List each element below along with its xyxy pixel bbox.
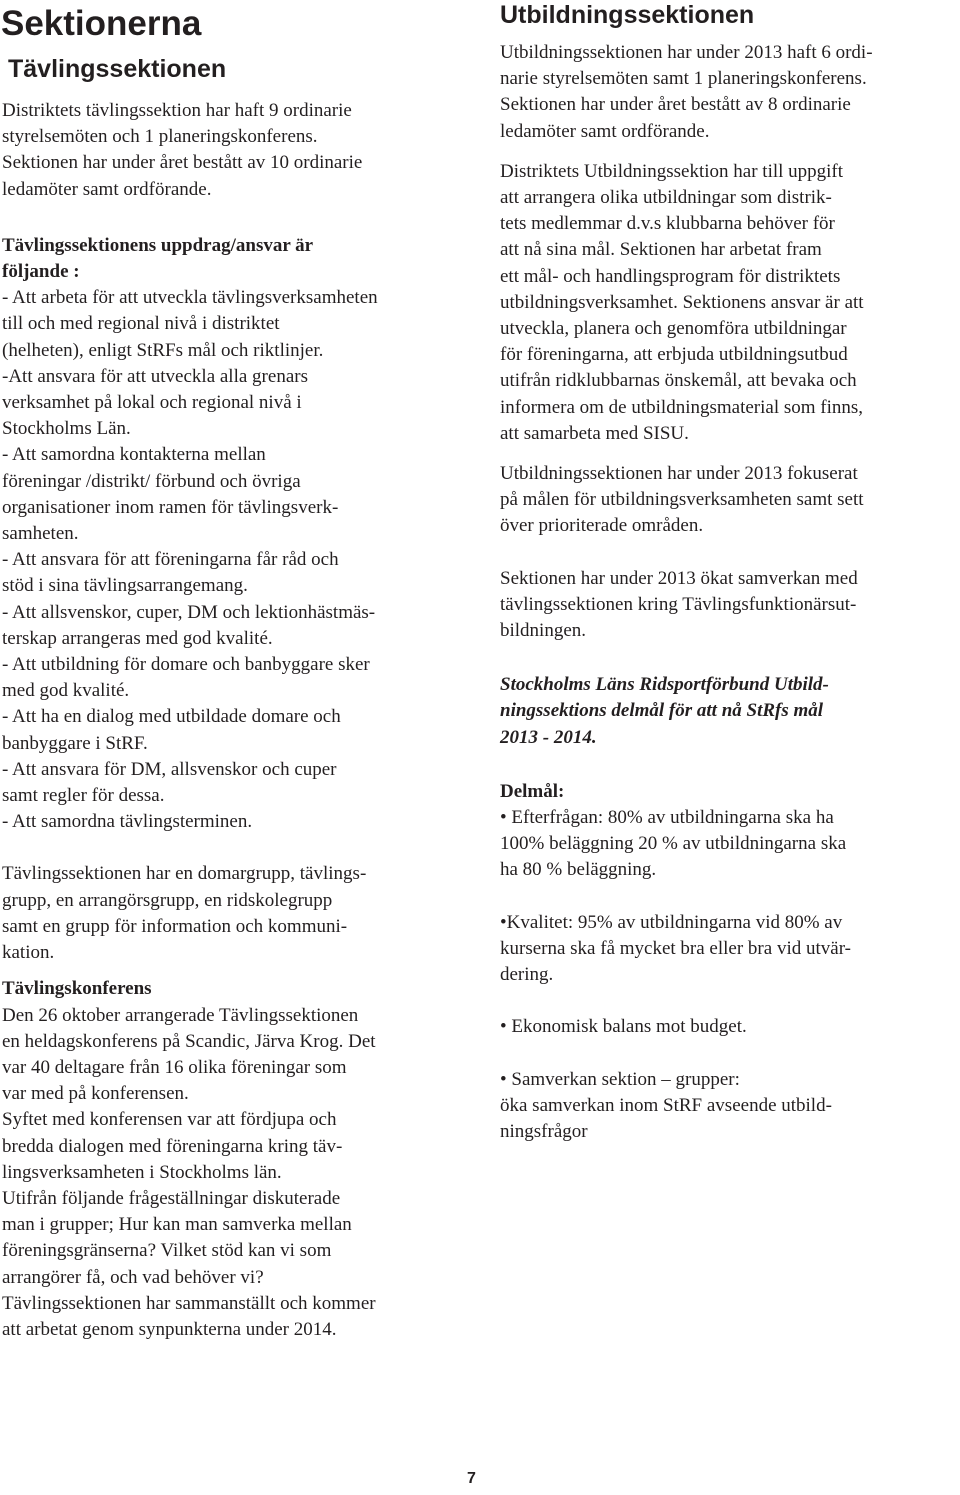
goal-bullet-3 — [500, 1014, 960, 1040]
text-line: Utbildningssektionen har under 2013 fokuserat — [500, 463, 858, 485]
assignment-list — [2, 285, 457, 835]
text-line: öka samverkan inom StRF avseende utbild- — [500, 1094, 832, 1116]
text-line: samt regler för dessa. — [2, 785, 165, 807]
text-line: Tävlingssektionen har en domargrupp, tävlings- — [2, 863, 367, 885]
text-line: Utifrån följande frågeställningar diskuterade — [2, 1187, 341, 1209]
goal-bullet-4 — [500, 1067, 960, 1146]
text-line: • Samverkan sektion – grupper: — [500, 1068, 740, 1090]
text-line: att nå sina mål. Sektionen har arbetat fram — [500, 239, 822, 261]
delmal-label: Delmål: — [500, 780, 565, 802]
text-line: till och med regional nivå i distriktet — [2, 313, 280, 335]
text-line: -Att ansvara för att utveckla alla grenars — [2, 365, 308, 387]
text-line: bredda dialogen med föreningarna kring täv- — [2, 1135, 343, 1157]
text-line: grupp, en arrangörsgrupp, en ridskolegrupp — [2, 889, 333, 911]
text-line: - Att ha en dialog med utbildade domare och — [2, 706, 341, 728]
text-line: var 40 deltagare från 16 olika föreningar som — [2, 1056, 347, 1078]
tavling-intro — [2, 98, 457, 203]
text-line: utbildningsverksamhet. Sektionens ansvar är att — [500, 291, 864, 313]
text-line: styrelsemöten och 1 planeringskonferens. — [2, 126, 318, 148]
text-line: dering. — [500, 964, 554, 986]
page-title: Sektionerna — [1, 4, 202, 43]
text-line: att arrangera olika utbildningar som distrik- — [500, 187, 832, 209]
goals-heading — [500, 672, 960, 751]
text-line: ledamöter samt ordförande. — [2, 178, 212, 200]
text-line: - Att utbildning för domare och banbyggare sker — [2, 654, 370, 676]
utb-paragraph-1 — [500, 40, 960, 145]
page-number: 7 — [467, 1470, 476, 1487]
text-line: kation. — [2, 942, 55, 964]
text-line: på målen för utbildningsverksamheten samt sett — [500, 489, 864, 511]
text-line: banbyggare i StRF. — [2, 732, 148, 754]
text-line: ha 80 % beläggning. — [500, 859, 657, 881]
right-column — [500, 0, 960, 1145]
text-line: Tävlingssektionens uppdrag/ansvar är — [2, 234, 314, 256]
text-line: med god kvalité. — [2, 680, 130, 702]
text-line: följande : — [2, 261, 80, 283]
goal-bullet-2 — [500, 910, 960, 989]
text-line: Stockholms Län. — [2, 418, 131, 440]
text-line: • Efterfrågan: 80% av utbildningarna ska ha — [500, 807, 834, 829]
text-line: utveckla, planera och genomföra utbildningar — [500, 318, 847, 340]
text-line: - Att allsvenskor, cuper, DM och lektionhästmäs- — [2, 601, 376, 623]
conference-heading: Tävlingskonferens — [2, 978, 152, 1000]
text-line: ett mål- och handlingsprogram för distriktets — [500, 265, 841, 287]
text-line: föreningar /distrikt/ förbund och övriga — [2, 470, 301, 492]
text-line: var med på konferensen. — [2, 1083, 189, 1105]
text-line: Sektionen har under 2013 ökat samverkan med — [500, 567, 858, 589]
text-line: (helheten), enligt StRFs mål och riktlinjer. — [2, 339, 324, 361]
groups-paragraph — [2, 861, 457, 966]
text-line: Distriktets tävlingssektion har haft 9 ordinarie — [2, 100, 352, 121]
text-line: en heldagskonferens på Scandic, Järva Krog. Det — [2, 1030, 376, 1052]
utb-paragraph-3 — [500, 461, 960, 540]
text-line: samheten. — [2, 523, 79, 545]
text-line: Utbildningssektionen har under 2013 haft 6 ordi- — [500, 42, 873, 63]
text-line: föreningsgränserna? Vilket stöd kan vi som — [2, 1240, 332, 1262]
goal-bullet-1 — [500, 805, 960, 884]
text-line: kurserna ska få mycket bra eller bra vid utvär- — [500, 937, 851, 959]
text-line: informera om de utbildningsmaterial som finns, — [500, 396, 864, 418]
text-line: - Att arbeta för att utveckla tävlingsverksamheten — [2, 287, 378, 309]
utb-paragraph-4 — [500, 566, 960, 645]
text-line: Sektionen har under året bestått av 10 ordinarie — [2, 152, 363, 174]
text-line: tävlingssektionen kring Tävlingsfunktionärsut- — [500, 593, 857, 615]
text-line: ledamöter samt ordförande. — [500, 120, 710, 142]
text-line: - Att samordna tävlingsterminen. — [2, 811, 253, 833]
text-line: - Att ansvara för att föreningarna får råd och — [2, 549, 339, 571]
text-line: ningsfrågor — [500, 1120, 588, 1142]
text-line: organisationer inom ramen för tävlingsverk- — [2, 496, 339, 518]
text-line: lingsverksamheten i Stockholms län. — [2, 1161, 282, 1183]
text-line: samt en grupp för information och kommuni- — [2, 915, 348, 937]
text-line: terskap arrangeras med god kvalité. — [2, 627, 273, 649]
tavlingssektionen-heading: Tävlingssektionen — [8, 55, 227, 83]
text-line: Den 26 oktober arrangerade Tävlingssektionen — [2, 1004, 359, 1026]
text-line: - Att ansvara för DM, allsvenskor och cuper — [2, 758, 337, 780]
text-line: 2013 - 2014. — [500, 726, 597, 748]
utbildningssektionen-heading: Utbildningssektionen — [500, 1, 755, 29]
utb-paragraph-2 — [500, 159, 960, 447]
text-line: 100% beläggning 20 % av utbildningarna ska — [500, 833, 847, 855]
text-line: Tävlingssektionen har sammanställt och kommer — [2, 1292, 376, 1314]
text-line: att arbetat genom synpunkterna under 2014. — [2, 1318, 337, 1340]
text-line: Syftet med konferensen var att fördjupa och — [2, 1109, 337, 1131]
text-line: stöd i sina tävlingsarrangemang. — [2, 575, 248, 597]
text-line: narie styrelsemöten samt 1 planeringskonferens. — [500, 68, 867, 90]
text-line: man i grupper; Hur kan man samverka mellan — [2, 1214, 352, 1236]
text-line: Sektionen har under året bestått av 8 ordinarie — [500, 94, 851, 116]
text-line: • Ekonomisk balans mot budget. — [500, 1016, 747, 1038]
text-line: Stockholms Läns Ridsportförbund Utbild- — [500, 674, 829, 696]
assignment-heading — [2, 233, 457, 285]
text-line: över prioriterade områden. — [500, 515, 704, 537]
text-line: •Kvalitet: 95% av utbildningarna vid 80% av — [500, 911, 843, 933]
text-line: att samarbeta med SISU. — [500, 422, 689, 444]
left-column — [2, 0, 457, 1343]
text-line: Distriktets Utbildningssektion har till uppgift — [500, 160, 844, 182]
text-line: bildningen. — [500, 620, 587, 642]
text-line: utifrån ridklubbarnas önskemål, att bevaka och — [500, 370, 857, 392]
text-line: verksamhet på lokal och regional nivå i — [2, 392, 302, 414]
text-line: tets medlemmar d.v.s klubbarna behöver för — [500, 213, 835, 235]
text-line: för föreningarna, att erbjuda utbildningsutbud — [500, 344, 848, 366]
conference-paragraph — [2, 1003, 457, 1344]
text-line: ningssektions delmål för att nå StRfs mål — [500, 700, 824, 722]
text-line: arrangörer få, och vad behöver vi? — [2, 1266, 264, 1288]
text-line: - Att samordna kontakterna mellan — [2, 444, 266, 466]
